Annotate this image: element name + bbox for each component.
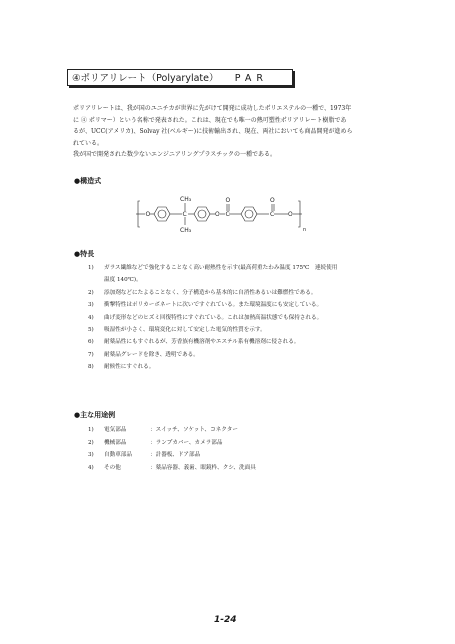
use-examples: ：スイッチ、ソケット、コネクター <box>150 427 238 433</box>
repeat-subscript: n <box>303 227 307 233</box>
use-examples: ：薬品容器、義歯、眼鏡枠、クシ、洗面具 <box>150 464 256 471</box>
features-list <box>88 262 408 374</box>
use-examples: ：ランプカバー、カメラ部品 <box>150 439 223 446</box>
intro-line: ポリアリレートは、我が国のユニチカが世界に先がけて開発に成功したポリエステルの一種で、1973年 <box>73 105 352 112</box>
structure-heading: ●構造式 <box>74 177 102 185</box>
item-number: 4) <box>88 464 94 471</box>
list-item <box>88 349 408 361</box>
carbonyl-carbon: C <box>270 211 275 218</box>
carbon-atom: C <box>182 211 187 218</box>
list-item <box>88 361 408 373</box>
title-text: ④ポリアリレート（Polyarylate） <box>72 73 219 84</box>
list-item <box>88 287 408 299</box>
list-item <box>88 324 408 336</box>
title-abbreviation: PAR <box>234 73 268 84</box>
item-text: 曲げ変形などのヒズミ回復特性にすぐれている。これは加熱高温状態でも保持される。 <box>104 314 323 321</box>
intro-line: れている。 <box>73 139 104 147</box>
item-number: 1) <box>88 427 94 433</box>
intro-line: るが、UCC(アメリカ)、Solvay 社(ベルギー)に技術輸出され、現在、両社においても商品開発が進めら <box>73 128 353 135</box>
carbonyl-oxygen: O <box>270 197 275 204</box>
item-number: 1) <box>88 265 94 271</box>
carbonyl-carbon: C <box>225 211 230 218</box>
oxygen-atom: O <box>215 211 220 218</box>
use-examples: ：計器板、ドア部品 <box>150 452 201 459</box>
carbonyl-oxygen: O <box>225 197 231 204</box>
list-item <box>88 262 408 274</box>
methyl-group: CH₃ <box>180 196 192 203</box>
list-item <box>88 449 256 462</box>
item-number: 5) <box>88 326 94 333</box>
list-item <box>88 462 256 475</box>
section-title <box>67 69 293 86</box>
oxygen-atom: O <box>288 211 293 218</box>
list-item <box>88 437 256 450</box>
item-number: 2) <box>88 439 94 446</box>
benzene-ring <box>194 207 210 221</box>
item-text: 温度 140℃)。 <box>104 277 142 284</box>
list-item <box>88 299 408 311</box>
methyl-group: CH₃ <box>180 227 192 234</box>
item-number: 6) <box>88 339 94 346</box>
item-number: 8) <box>88 364 94 371</box>
benzene-ring <box>154 207 170 221</box>
item-number: 4) <box>88 314 94 321</box>
item-text: 衝撃特性はポリカーボネートに次いですぐれている。また環境温度にも安定している。 <box>104 302 323 309</box>
item-text: 添加剤などにたよることなく、分子構造から基本的に自消性あるいは難燃性である。 <box>104 289 317 296</box>
item-number: 3) <box>88 452 94 459</box>
list-item <box>88 424 256 437</box>
benzene-ring <box>241 207 257 221</box>
use-category: 電気部品 <box>104 427 127 433</box>
oxygen-atom: O <box>145 211 151 218</box>
features-heading: ●特長 <box>74 250 95 258</box>
item-text: 耐薬品グレードを除き、透明である。 <box>104 351 199 358</box>
intro-line: に ④ ポリマー）という名称で発表された。これは、現在でも唯一の熱可塑性ポリアリレート樹脂であ <box>73 116 347 124</box>
page-number: 1-24 <box>214 615 237 625</box>
list-item <box>88 312 408 324</box>
use-category: 機械部品 <box>104 439 127 446</box>
item-number: 7) <box>88 351 94 358</box>
use-category: その他 <box>104 464 121 471</box>
list-item <box>88 336 408 348</box>
item-number: 3) <box>88 302 94 309</box>
item-text: ガラス繊維などで強化することなく高い耐熱性を示す(最高荷重たわみ温度 175℃ 連続使用 <box>104 265 338 271</box>
structural-formula <box>136 191 316 237</box>
uses-heading: ●主な用途例 <box>74 411 116 419</box>
item-text: 耐薬品性にもすぐれるが、芳香族有機溶剤やエステル系有機溶剤に侵される。 <box>104 339 300 346</box>
item-text: 耐候性にすぐれる。 <box>104 364 155 371</box>
list-item <box>88 274 408 286</box>
item-text: 吸湿性が小さく、環境変化に対して安定した電気的性質を示す。 <box>104 326 266 333</box>
use-category: 自動車部品 <box>104 452 132 459</box>
item-number: 2) <box>88 289 94 296</box>
uses-list <box>88 424 256 474</box>
intro-line: 我が国で開発された数少ないエンジニアリングプラスチックの一種である。 <box>73 151 277 158</box>
